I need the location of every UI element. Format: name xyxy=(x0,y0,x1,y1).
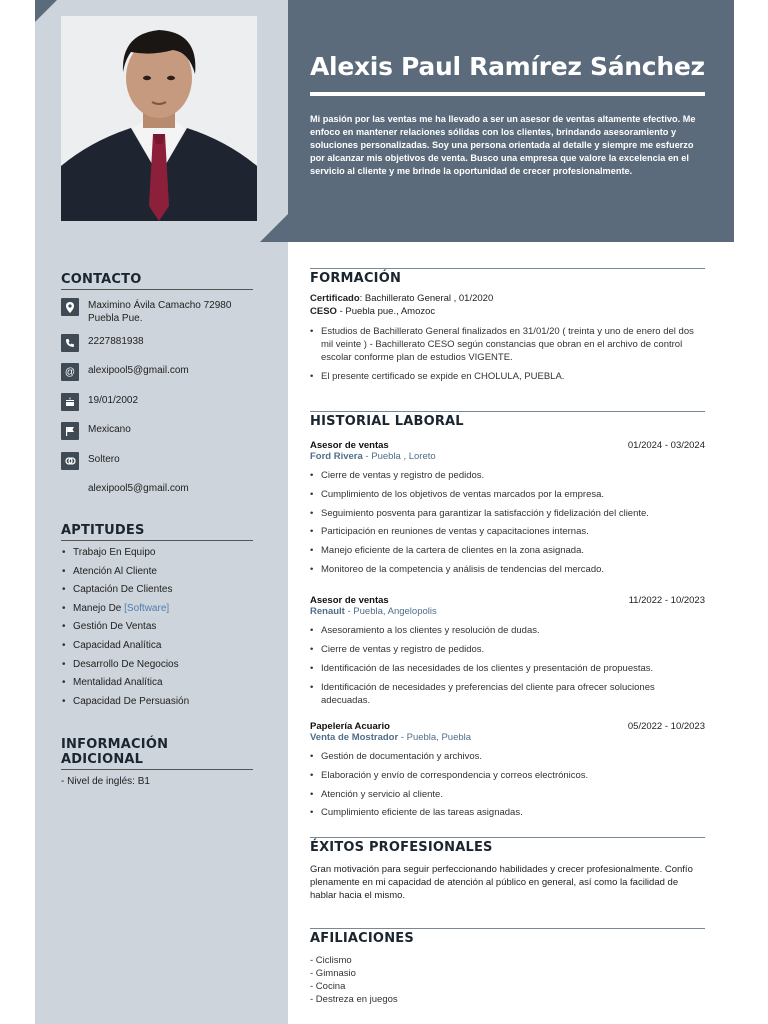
aptitude-text: Manejo De xyxy=(73,602,122,614)
job-company xyxy=(310,451,705,462)
job-title: Asesor de ventas xyxy=(310,595,389,606)
list-item: • Identificación de las necesidades de los clientes y presentación de propuestas. xyxy=(310,660,705,679)
job-date: 11/2022 - 10/2023 xyxy=(628,595,705,606)
location-icon xyxy=(61,298,79,316)
certificate-line xyxy=(310,292,705,305)
school-line xyxy=(310,305,705,318)
list-item: • Asesoramiento a los clientes y resolución de dudas. xyxy=(310,622,705,641)
flag-icon xyxy=(61,422,79,440)
job-title: Papelería Acuario xyxy=(310,721,390,732)
company-name: Ford Rivera xyxy=(310,451,363,462)
phone-icon xyxy=(61,334,79,352)
profile-summary: Mi pasión por las ventas me ha llevado a ser un asesor de ventas altamente efectivo. Me enfoco en mantener relaciones sólidas con los clientes, brindando asesoramiento y soluciones personalizadas. Soy una persona orientada al detalle y siempre me esfuerzo por alcanzar mis objetivos de venta. Busco una empresa que valore la excelencia en el servicio al cliente y me brinde la oportunidad de crecer profesionalmente. xyxy=(310,114,696,176)
phone-text: 2227881938 xyxy=(88,336,144,347)
list-item: • Gestión De Ventas xyxy=(61,618,253,637)
info-text: - Nivel de inglés: B1 xyxy=(61,776,150,787)
list-item: • Cierre de ventas y registro de pedidos. xyxy=(310,641,705,660)
list-item: • Atención Al Cliente xyxy=(61,563,253,582)
job-duties xyxy=(310,622,705,707)
formacion-list xyxy=(310,325,705,383)
info-section xyxy=(61,737,253,787)
nationality-text: Mexicano xyxy=(88,424,131,435)
email-icon: @ xyxy=(61,363,79,381)
exitos-title: ÉXITOS PROFESIONALES xyxy=(310,837,705,857)
contact-nationality xyxy=(61,422,131,440)
school-label: CESO xyxy=(310,306,337,317)
calendar-icon xyxy=(61,393,79,411)
historial-title: HISTORIAL LABORAL xyxy=(310,411,705,431)
marital-status-icon xyxy=(61,452,79,470)
job-date: 01/2024 - 03/2024 xyxy=(627,440,705,451)
job-header xyxy=(310,440,705,451)
contact-address xyxy=(61,298,248,325)
job-date: 05/2022 - 10/2023 xyxy=(627,721,705,732)
school-text: - Puebla pue., Amozoc xyxy=(339,306,436,317)
list-item: • Seguimiento posventa para garantizar la satisfacción y fidelización del cliente. xyxy=(310,505,705,524)
software-tag: [Software] xyxy=(124,602,170,614)
resume-page xyxy=(35,0,734,1024)
certificate-label: Certificado xyxy=(310,293,360,304)
job-duties xyxy=(310,748,705,823)
name-divider xyxy=(310,92,705,96)
job-company xyxy=(310,606,705,617)
list-item: - Cocina xyxy=(310,981,346,992)
formacion-section xyxy=(310,268,705,389)
contact-birthdate xyxy=(61,393,138,411)
aptitudes-list xyxy=(61,544,253,711)
full-name: Alexis Paul Ramírez Sánchez xyxy=(310,52,705,81)
corner-decoration xyxy=(35,0,57,22)
list-item: • Elaboración y envío de correspondencia y correos electrónicos. xyxy=(310,767,705,786)
job-header xyxy=(310,595,705,606)
job-entry xyxy=(310,721,705,823)
birthdate-text: 19/01/2002 xyxy=(88,395,139,406)
corner-decoration xyxy=(260,214,288,242)
exitos-text: Gran motivación para seguir perfeccionando habilidades y crecer profesionalmente. Confío plenamente en mi capacidad de atención al público en general, así como la facilidad de hablar hacia el mismo. xyxy=(310,864,693,901)
status-text: Soltero xyxy=(88,454,120,465)
afiliaciones-list xyxy=(310,954,705,1006)
list-item: - Gimnasio xyxy=(310,968,356,979)
job-header xyxy=(310,721,705,732)
list-item: • Atención y servicio al cliente. xyxy=(310,786,705,805)
list-item: • Mentalidad Analítica xyxy=(61,674,253,693)
aptitudes-title: APTITUDES xyxy=(61,523,253,541)
company-location: - Puebla , Loreto xyxy=(362,451,436,462)
certificate-text: : Bachillerato General , 01/2020 xyxy=(359,293,494,304)
list-item xyxy=(61,600,253,619)
job-title: Asesor de ventas xyxy=(310,440,389,451)
contact-email xyxy=(61,363,189,381)
list-item: • Capacidad Analítica xyxy=(61,637,253,656)
contact-status xyxy=(61,452,120,470)
list-item: • Trabajo En Equipo xyxy=(61,544,253,563)
company-location: - Puebla, Angelopolis xyxy=(344,606,437,617)
info-title: INFORMACIÓN ADICIONAL xyxy=(61,737,253,770)
afiliaciones-section xyxy=(310,928,705,1006)
company-name: Renault xyxy=(310,606,345,617)
list-item: • Manejo eficiente de la cartera de clientes en la zona asignada. xyxy=(310,542,705,561)
list-item: • El presente certificado se expide en CHOLULA, PUEBLA. xyxy=(310,370,705,383)
job-entry xyxy=(310,440,705,580)
job-entry xyxy=(310,595,705,707)
list-item: - Destreza en juegos xyxy=(310,994,398,1005)
contact-phone xyxy=(61,334,144,352)
list-item: • Cierre de ventas y registro de pedidos. xyxy=(310,467,705,486)
list-item: • Estudios de Bachillerato General finalizados en 31/01/20 ( treinta y uno de enero del dos mil veinte ) - Bachillerato CESO según constancias que obran en el archivo de control escolar conforme plan de estudios VIGENTE. xyxy=(310,325,705,364)
job-duties xyxy=(310,467,705,580)
list-item: • Monitoreo de la competencia y análisis de tendencias del mercado. xyxy=(310,561,705,580)
aptitudes-section xyxy=(61,523,253,711)
formacion-title: FORMACIÓN xyxy=(310,268,705,288)
list-item: • Gestión de documentación y archivos. xyxy=(310,748,705,767)
company-name: Venta de Mostrador xyxy=(310,732,399,743)
afiliaciones-title: AFILIACIONES xyxy=(310,928,705,948)
email-secondary-text[interactable]: alexipool5@gmail.com xyxy=(88,483,189,494)
contact-section xyxy=(61,272,253,290)
list-item: • Capacidad De Persuasión xyxy=(61,693,253,712)
address-text: Maximino Ávila Camacho 72980 Puebla Pue. xyxy=(88,300,232,324)
exitos-section xyxy=(310,837,705,902)
list-item: • Participación en reuniones de ventas y capacitaciones internas. xyxy=(310,523,705,542)
contact-title: CONTACTO xyxy=(61,272,253,290)
list-item: - Ciclismo xyxy=(310,955,352,966)
historial-section xyxy=(310,411,705,431)
profile-photo xyxy=(61,16,257,221)
list-item: • Desarrollo De Negocios xyxy=(61,656,253,675)
email-text[interactable]: alexipool5@gmail.com xyxy=(88,365,189,376)
company-location: - Puebla, Puebla xyxy=(398,732,472,743)
contact-email-secondary xyxy=(88,481,189,495)
list-item: • Captación De Clientes xyxy=(61,581,253,600)
list-item: • Identificación de necesidades y preferencias del cliente para ofrecer soluciones adecuadas. xyxy=(310,678,705,707)
list-item: • Cumplimiento eficiente de las tareas asignadas. xyxy=(310,804,705,823)
list-item: • Cumplimiento de los objetivos de ventas marcados por la empresa. xyxy=(310,486,705,505)
job-company xyxy=(310,732,705,743)
